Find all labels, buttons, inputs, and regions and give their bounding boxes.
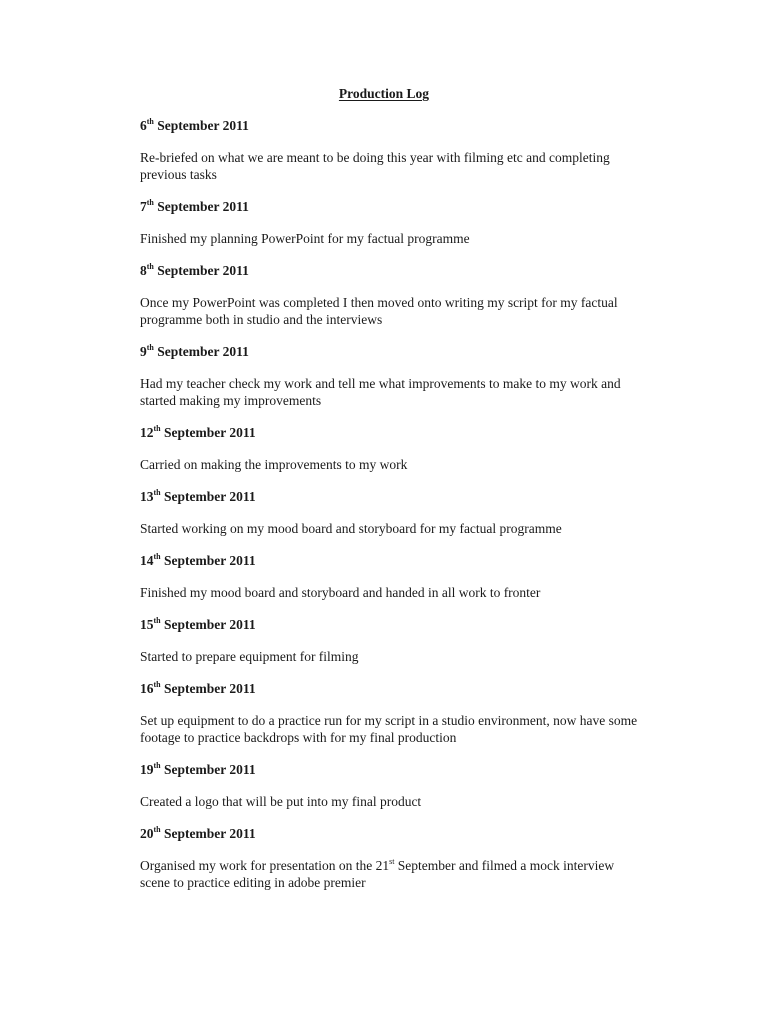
log-entry xyxy=(140,552,640,601)
entry-month-year: September 2011 xyxy=(160,762,256,777)
entry-month-year: September 2011 xyxy=(160,826,256,841)
log-entry xyxy=(140,761,640,810)
entry-text xyxy=(140,456,640,473)
entry-text-before: Finished my mood board and storyboard and handed in all work to fronter xyxy=(140,585,541,600)
log-entry xyxy=(140,424,640,473)
entry-day-suffix: th xyxy=(146,342,154,352)
entry-text xyxy=(140,793,640,810)
entry-day-suffix: th xyxy=(153,760,161,770)
entry-day-suffix: th xyxy=(153,679,161,689)
entry-day: 9 xyxy=(140,344,147,359)
entry-day-suffix: th xyxy=(153,423,161,433)
entry-text-before: Had my teacher check my work and tell me what improvements to make to my work and started making my improvements xyxy=(140,376,621,408)
entry-text-before: Carried on making the improvements to my work xyxy=(140,457,408,472)
entry-text xyxy=(140,294,640,328)
entry-month-year: September 2011 xyxy=(160,489,256,504)
entry-day: 15 xyxy=(140,617,154,632)
entry-date xyxy=(140,552,640,569)
entry-day-suffix: th xyxy=(153,551,161,561)
entry-day-suffix: th xyxy=(153,824,161,834)
entry-text-before: Started to prepare equipment for filming xyxy=(140,649,359,664)
entry-day-suffix: th xyxy=(153,615,161,625)
entry-month-year: September 2011 xyxy=(153,344,249,359)
entry-text-before: Created a logo that will be put into my final product xyxy=(140,794,422,809)
entry-date xyxy=(140,825,640,842)
entry-text-before: Re-briefed on what we are meant to be doing this year with filming etc and completing previous tasks xyxy=(140,150,610,182)
entry-text-before: Started working on my mood board and storyboard for my factual programme xyxy=(140,521,562,536)
log-entry xyxy=(140,616,640,665)
entry-day: 14 xyxy=(140,553,154,568)
entry-date xyxy=(140,488,640,505)
entry-month-year: September 2011 xyxy=(160,425,256,440)
entry-text-before: Once my PowerPoint was completed I then moved onto writing my script for my factual programme both in studio and the interviews xyxy=(140,295,618,327)
entry-day-suffix: th xyxy=(146,116,154,126)
entry-text xyxy=(140,648,640,665)
entry-day: 16 xyxy=(140,681,154,696)
entry-day-suffix: th xyxy=(146,197,154,207)
log-entry xyxy=(140,198,640,247)
entry-text-before: Organised my work for presentation on the 21 xyxy=(140,858,390,873)
log-entry xyxy=(140,680,640,746)
entry-text-before: Finished my planning PowerPoint for my factual programme xyxy=(140,231,470,246)
log-entry xyxy=(140,262,640,328)
entry-text-before: Set up equipment to do a practice run for my script in a studio environment, now have some footage to practice backdrops with for my final production xyxy=(140,713,638,745)
log-entries xyxy=(140,117,640,906)
entry-day-suffix: th xyxy=(146,261,154,271)
entry-day-suffix: th xyxy=(153,487,161,497)
entry-day: 13 xyxy=(140,489,154,504)
entry-text xyxy=(140,149,640,183)
entry-month-year: September 2011 xyxy=(160,681,256,696)
entry-text xyxy=(140,857,640,891)
entry-date xyxy=(140,198,640,215)
log-entry xyxy=(140,488,640,537)
page-title: Production Log xyxy=(338,86,430,101)
entry-day: 20 xyxy=(140,826,154,841)
entry-date xyxy=(140,424,640,441)
entry-day: 19 xyxy=(140,762,154,777)
log-entry xyxy=(140,117,640,183)
entry-text xyxy=(140,375,640,409)
entry-date xyxy=(140,680,640,697)
entry-text xyxy=(140,230,640,247)
entry-date xyxy=(140,262,640,279)
entry-date xyxy=(140,761,640,778)
entry-text-sup: st xyxy=(389,856,395,866)
entry-month-year: September 2011 xyxy=(160,553,256,568)
entry-day: 6 xyxy=(140,118,147,133)
entry-date xyxy=(140,616,640,633)
entry-text xyxy=(140,584,640,601)
entry-month-year: September 2011 xyxy=(160,617,256,632)
entry-date xyxy=(140,343,640,360)
entry-day: 12 xyxy=(140,425,154,440)
entry-text-after: September and filmed a mock interview scene to practice editing in adobe premier xyxy=(140,858,615,890)
entry-text xyxy=(140,712,640,746)
log-entry xyxy=(140,343,640,409)
entry-day: 7 xyxy=(140,199,147,214)
entry-date xyxy=(140,117,640,134)
entry-month-year: September 2011 xyxy=(153,199,249,214)
entry-day: 8 xyxy=(140,263,147,278)
entry-text xyxy=(140,520,640,537)
log-entry xyxy=(140,825,640,891)
entry-month-year: September 2011 xyxy=(153,118,249,133)
entry-month-year: September 2011 xyxy=(153,263,249,278)
